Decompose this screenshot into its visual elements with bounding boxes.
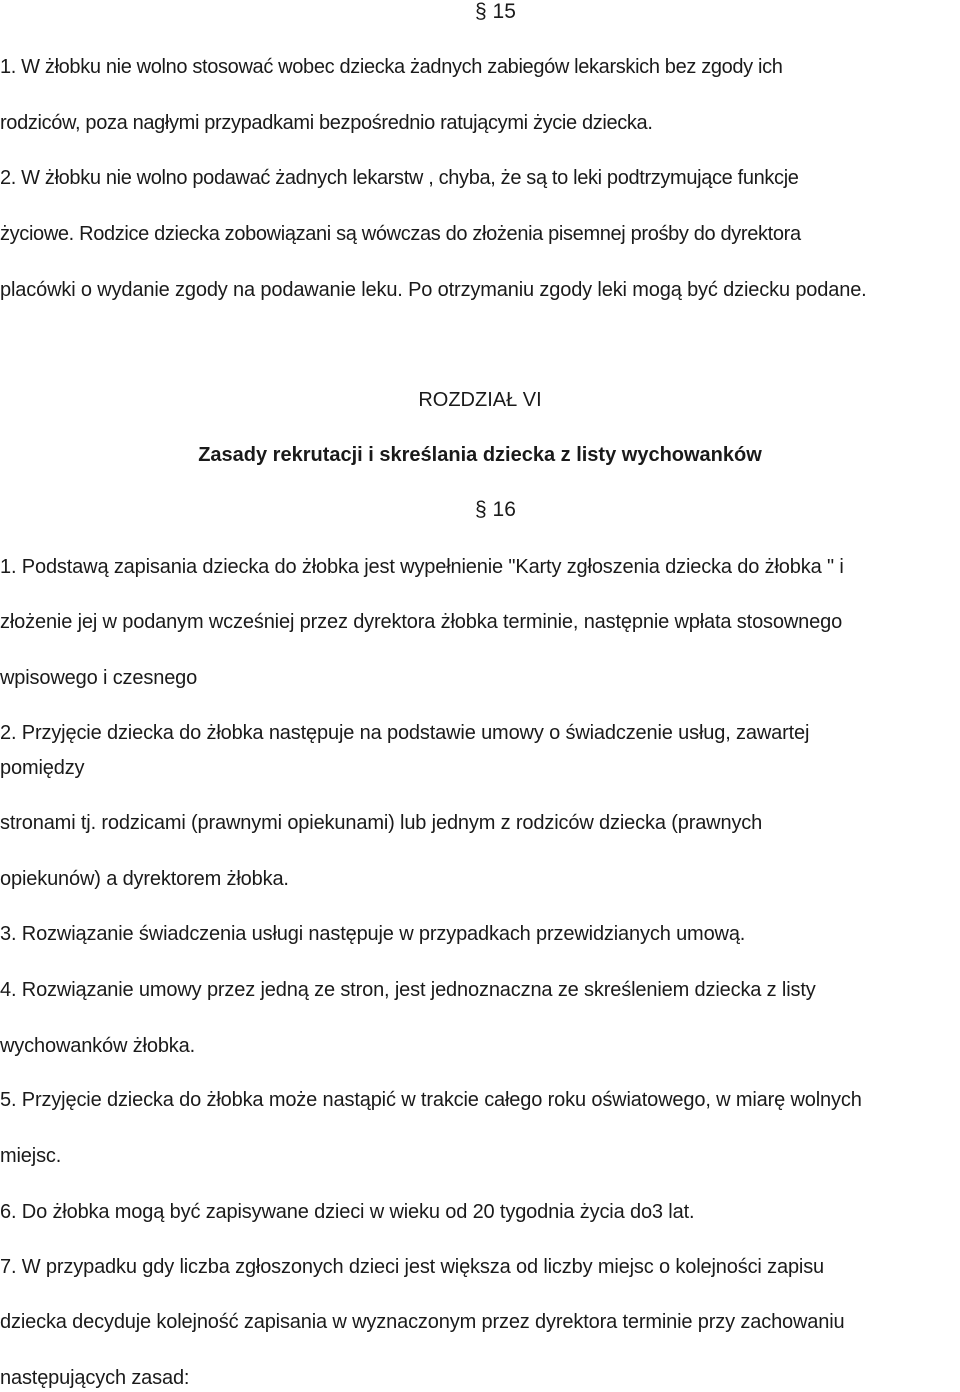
section-16-line: dziecka decyduje kolejność zapisania w wyznaczonym przez dyrektora terminie przy zachowaniu [0, 1311, 845, 1333]
section-16-line: 7. W przypadku gdy liczba zgłoszonych dzieci jest większa od liczby miejsc o kolejności zapisu [0, 1256, 825, 1278]
chapter-label: ROZDZIAŁ VI [418, 389, 542, 411]
paragraph-2-line-3: placówki o wydanie zgody na podawanie leku. Po otrzymaniu zgody leki mogą być dziecku podane. [0, 279, 867, 301]
section-16-line: złożenie jej w podanym wcześniej przez dyrektora żłobka terminie, następnie wpłata stosownego [0, 611, 843, 633]
section-16-mark: § 16 [475, 498, 516, 521]
section-16-line: 1. Podstawą zapisania dziecka do żłobka jest wypełnienie "Karty zgłoszenia dziecka do żłobka " i [0, 556, 844, 578]
paragraph-2-line-1: 2. W żłobku nie wolno podawać żadnych lekarstw , chyba, że są to leki podtrzymujące funkcje [0, 167, 799, 189]
paragraph-1-line-2: rodziców, poza nagłymi przypadkami bezpośrednio ratującymi życie dziecka. [0, 112, 653, 134]
section-16-line: 6. Do żłobka mogą być zapisywane dzieci w wieku od 20 tygodnia życia do3 lat. [0, 1201, 695, 1223]
section-16-line: następujących zasad: [0, 1367, 190, 1389]
section-16-line: 5. Przyjęcie dziecka do żłobka może nastąpić w trakcie całego roku oświatowego, w miarę wolnych [0, 1089, 862, 1111]
section-16-line: wpisowego i czesnego [0, 667, 198, 689]
paragraph-1-line-1: 1. W żłobku nie wolno stosować wobec dziecka żadnych zabiegów lekarskich bez zgody ich [0, 56, 783, 78]
section-16-line: stronami tj. rodzicami (prawnymi opiekunami) lub jednym z rodziców dziecka (prawnych [0, 812, 763, 834]
section-15-mark: § 15 [475, 0, 516, 23]
paragraph-2-line-2: życiowe. Rodzice dziecka zobowiązani są wówczas do złożenia pisemnej prośby do dyrektora [0, 223, 801, 245]
section-16-line: miejsc. [0, 1145, 62, 1167]
chapter-title: Zasady rekrutacji i skreślania dziecka z listy wychowanków [198, 444, 762, 466]
section-16-line: 3. Rozwiązanie świadczenia usługi następuje w przypadkach przewidzianych umową. [0, 923, 746, 945]
section-16-line: 2. Przyjęcie dziecka do żłobka następuje na podstawie umowy o świadczenie usług, zawartej [0, 722, 810, 744]
section-16-line: opiekunów) a dyrektorem żłobka. [0, 868, 289, 890]
section-16-line: 4. Rozwiązanie umowy przez jedną ze stron, jest jednoznaczna ze skreśleniem dziecka z listy [0, 979, 816, 1001]
section-16-line: wychowanków żłobka. [0, 1035, 196, 1057]
section-16-line: pomiędzy [0, 757, 85, 779]
